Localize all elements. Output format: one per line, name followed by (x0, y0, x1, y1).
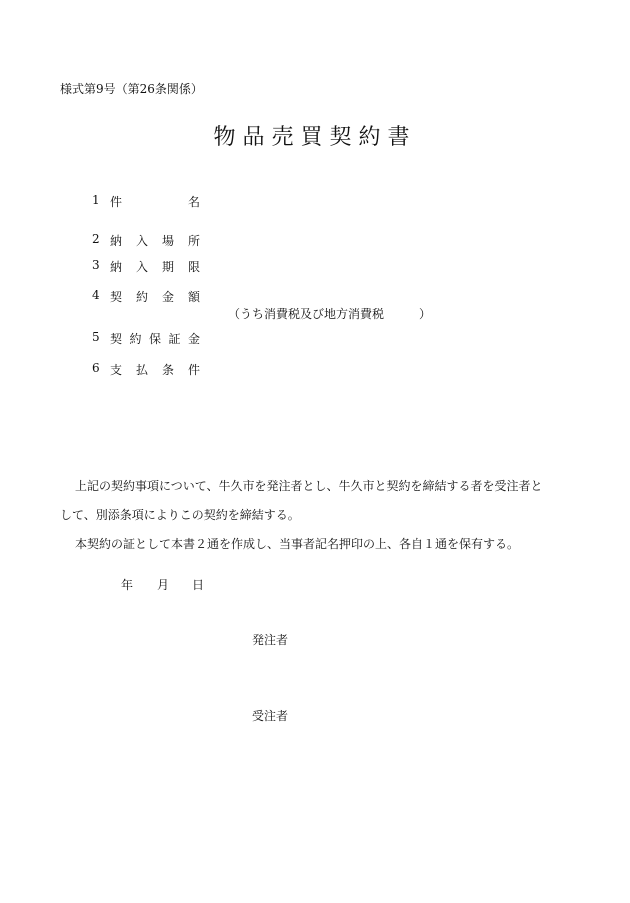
contract-paragraph-line-1: 上記の契約事項について、牛久市を発注者とし、牛久市と契約を締結する者を受注者と (75, 479, 543, 493)
tax-note: （うち消費税及び地方消費税 (228, 307, 385, 321)
item-label: 契 約 金 額 (110, 290, 200, 304)
item-number: 1 (92, 193, 100, 207)
form-number: 様式第9号（第26条関係） (60, 82, 203, 96)
tax-note-close: ） (419, 307, 432, 321)
date-month: 月 (157, 578, 170, 592)
item-number: 2 (92, 232, 100, 246)
item-number: 5 (92, 330, 100, 344)
date-day: 日 (192, 578, 205, 592)
document-title: 物品売買契約書 (213, 125, 417, 150)
item-label: 支 払 条 件 (110, 363, 200, 377)
item-number: 4 (92, 288, 100, 302)
item-number: 6 (92, 361, 100, 375)
contractor-label: 受注者 (252, 709, 289, 723)
date-year: 年 (121, 578, 134, 592)
contract-paragraph-2: 本契約の証として本書２通を作成し、当事者記名押印の上、各自１通を保有する。 (75, 537, 520, 551)
item-number: 3 (92, 258, 100, 272)
item-label: 納 入 場 所 (110, 234, 200, 248)
item-label: 契 約 保 証 金 (110, 332, 200, 346)
item-label: 件 名 (110, 195, 200, 209)
item-label: 納 入 期 限 (110, 260, 200, 274)
contract-paragraph-line-2: して、別添条項によりこの契約を締結する。 (60, 508, 300, 522)
orderer-label: 発注者 (252, 633, 289, 647)
